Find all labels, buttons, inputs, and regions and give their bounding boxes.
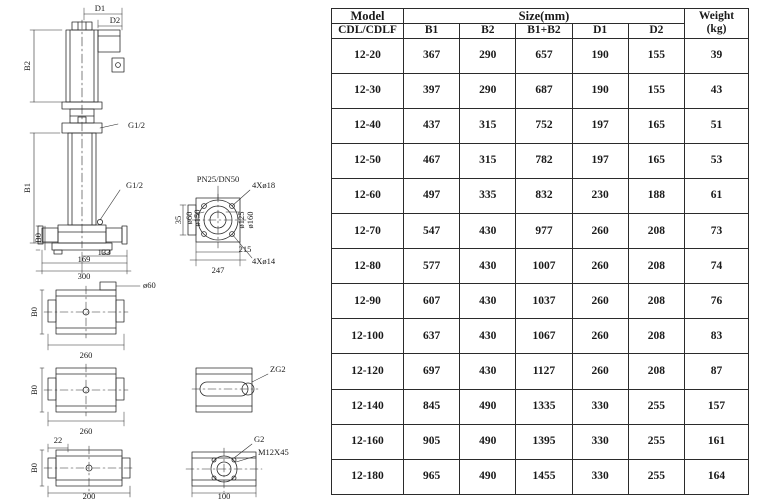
- cell-d2: 155: [628, 38, 684, 73]
- cell-d2: 208: [628, 354, 684, 389]
- cell-model: 12-40: [332, 108, 404, 143]
- cell-b2: 490: [460, 459, 516, 494]
- cell-b1: 367: [404, 38, 460, 73]
- header-b1: B1: [404, 24, 460, 38]
- cell-b1: 845: [404, 389, 460, 424]
- cell-d2: 188: [628, 178, 684, 213]
- table-row: [332, 249, 749, 284]
- cell-d2: 208: [628, 249, 684, 284]
- label-dim-300: 300: [77, 271, 91, 281]
- cell-b1: 697: [404, 354, 460, 389]
- cell-d1: 260: [572, 354, 628, 389]
- cell-weight: 161: [685, 424, 749, 459]
- header-b2: B2: [460, 24, 516, 38]
- header-weight-unit: (kg): [706, 23, 727, 36]
- cell-b1b2: 1067: [516, 319, 572, 354]
- cell-weight: 164: [685, 459, 749, 494]
- cell-b1b2: 1037: [516, 284, 572, 319]
- label-dim-160: ø160: [245, 211, 255, 229]
- label-view4-200: 200: [82, 491, 96, 500]
- cell-b2: 430: [460, 284, 516, 319]
- cell-d1: 260: [572, 214, 628, 249]
- cell-d1: 197: [572, 108, 628, 143]
- cell-b1b2: 1127: [516, 354, 572, 389]
- front-view-drawing: [30, 8, 131, 274]
- table-body: [332, 38, 749, 494]
- table-row: [332, 38, 749, 73]
- label-view4-m12: M12X45: [258, 447, 289, 457]
- table-header-row-1: [332, 9, 749, 24]
- table-row: [332, 424, 749, 459]
- label-dim-125: ø125: [236, 211, 246, 229]
- cell-d1: 330: [572, 459, 628, 494]
- label-dim-150: ø150: [192, 209, 202, 227]
- header-d1: D1: [572, 24, 628, 38]
- cell-b2: 335: [460, 178, 516, 213]
- table-header: [332, 9, 749, 39]
- cell-b2: 430: [460, 214, 516, 249]
- dimension-table: [331, 8, 749, 495]
- cell-model: 12-140: [332, 389, 404, 424]
- drawing-svg: [0, 0, 330, 500]
- cell-weight: 157: [685, 389, 749, 424]
- cell-weight: 61: [685, 178, 749, 213]
- cell-d1: 230: [572, 178, 628, 213]
- label-d1: D1: [94, 3, 106, 13]
- table-row: [332, 73, 749, 108]
- label-view3-b0: B0: [29, 385, 39, 395]
- cell-b1b2: 687: [516, 73, 572, 108]
- table-row: [332, 319, 749, 354]
- cell-weight: 74: [685, 249, 749, 284]
- cell-model: 12-80: [332, 249, 404, 284]
- cell-d2: 208: [628, 319, 684, 354]
- header-d2: D2: [628, 24, 684, 38]
- cell-b1: 497: [404, 178, 460, 213]
- table-row: [332, 178, 749, 213]
- label-view3-zg2: ZG2: [270, 364, 286, 374]
- cell-d2: 165: [628, 108, 684, 143]
- cell-model: 12-120: [332, 354, 404, 389]
- header-model-series: CDL/CDLF: [332, 24, 404, 38]
- cell-b1: 905: [404, 424, 460, 459]
- base-view-2: [40, 282, 140, 350]
- cell-model: 12-20: [332, 38, 404, 73]
- header-weight-label: Weight: [698, 10, 735, 23]
- cell-b2: 290: [460, 38, 516, 73]
- cell-weight: 76: [685, 284, 749, 319]
- label-b0-front: B0: [33, 233, 43, 243]
- label-flange-note: PN25/DN50: [196, 174, 240, 184]
- cell-weight: 53: [685, 143, 749, 178]
- cell-b1: 577: [404, 249, 460, 284]
- cell-b2: 315: [460, 108, 516, 143]
- label-d2: D2: [109, 15, 121, 25]
- label-dim-215: 215: [238, 244, 252, 254]
- cell-b2: 490: [460, 389, 516, 424]
- base-view-3: [40, 364, 268, 426]
- label-dim-133: 133: [97, 247, 111, 257]
- label-view3-260: 260: [79, 426, 93, 436]
- cell-b1b2: 782: [516, 143, 572, 178]
- label-b2: B2: [22, 61, 32, 71]
- cell-b1b2: 657: [516, 38, 572, 73]
- cell-d1: 190: [572, 38, 628, 73]
- label-view4-b0: B0: [29, 463, 39, 473]
- header-b1-plus-b2: B1+B2: [516, 24, 572, 38]
- cell-b1b2: 1395: [516, 424, 572, 459]
- cell-b1b2: 1335: [516, 389, 572, 424]
- label-view2-d60: ø60: [143, 280, 156, 290]
- table-row: [332, 389, 749, 424]
- table-row: [332, 108, 749, 143]
- cell-b1: 637: [404, 319, 460, 354]
- cell-model: 12-90: [332, 284, 404, 319]
- cell-b2: 430: [460, 249, 516, 284]
- cell-b2: 490: [460, 424, 516, 459]
- cell-b1: 547: [404, 214, 460, 249]
- label-view4-100: 100: [217, 491, 231, 500]
- cell-b1b2: 1455: [516, 459, 572, 494]
- cell-b1: 437: [404, 108, 460, 143]
- cell-weight: 73: [685, 214, 749, 249]
- label-view4-g2: G2: [254, 434, 265, 444]
- table-row: [332, 143, 749, 178]
- cell-d2: 208: [628, 284, 684, 319]
- cell-weight: 39: [685, 38, 749, 73]
- cell-d2: 208: [628, 214, 684, 249]
- cell-b1b2: 1007: [516, 249, 572, 284]
- cell-b1b2: 832: [516, 178, 572, 213]
- label-dim-35: 35: [173, 215, 183, 225]
- cell-weight: 43: [685, 73, 749, 108]
- cell-model: 12-50: [332, 143, 404, 178]
- table-row: [332, 214, 749, 249]
- cell-d2: 155: [628, 73, 684, 108]
- cell-d1: 260: [572, 249, 628, 284]
- table-row: [332, 284, 749, 319]
- label-dim-247: 247: [211, 265, 225, 275]
- label-view2-b0: B0: [29, 307, 39, 317]
- cell-b1: 467: [404, 143, 460, 178]
- cell-weight: 87: [685, 354, 749, 389]
- cell-b1b2: 977: [516, 214, 572, 249]
- cell-model: 12-30: [332, 73, 404, 108]
- cell-d1: 330: [572, 424, 628, 459]
- cell-model: 12-70: [332, 214, 404, 249]
- cell-b2: 290: [460, 73, 516, 108]
- cell-b1: 965: [404, 459, 460, 494]
- header-weight: [685, 9, 749, 39]
- label-view2-260: 260: [79, 350, 93, 360]
- label-g-half-upper: G1/2: [128, 120, 145, 130]
- cell-b2: 430: [460, 319, 516, 354]
- label-bolt-note-bottom: 4Xø14: [252, 256, 276, 266]
- cell-b1: 397: [404, 73, 460, 108]
- cell-d2: 255: [628, 389, 684, 424]
- cell-model: 12-60: [332, 178, 404, 213]
- table-row: [332, 459, 749, 494]
- label-dim-60: ø60: [184, 211, 194, 225]
- cell-b2: 430: [460, 354, 516, 389]
- cell-d1: 260: [572, 319, 628, 354]
- cell-d2: 165: [628, 143, 684, 178]
- cell-model: 12-180: [332, 459, 404, 494]
- base-view-4: [40, 444, 262, 497]
- cell-d2: 255: [628, 424, 684, 459]
- table-row: [332, 354, 749, 389]
- cell-weight: 83: [685, 319, 749, 354]
- technical-drawings-panel: [0, 0, 330, 500]
- cell-d2: 255: [628, 459, 684, 494]
- label-view4-22: 22: [53, 435, 63, 445]
- cell-d1: 197: [572, 143, 628, 178]
- header-model: Model: [332, 9, 404, 24]
- cell-weight: 51: [685, 108, 749, 143]
- label-b1: B1: [22, 183, 32, 193]
- cell-d1: 330: [572, 389, 628, 424]
- header-size-group: Size(mm): [404, 9, 685, 24]
- label-bolt-note-top: 4Xø18: [252, 180, 276, 190]
- cell-d1: 260: [572, 284, 628, 319]
- cell-b1b2: 752: [516, 108, 572, 143]
- cell-model: 12-100: [332, 319, 404, 354]
- cell-b2: 315: [460, 143, 516, 178]
- cell-b1: 607: [404, 284, 460, 319]
- label-dim-169: 169: [77, 254, 91, 264]
- cell-model: 12-160: [332, 424, 404, 459]
- label-g-half-lower: G1/2: [126, 180, 143, 190]
- cell-d1: 190: [572, 73, 628, 108]
- dimension-table-wrapper: [331, 8, 749, 495]
